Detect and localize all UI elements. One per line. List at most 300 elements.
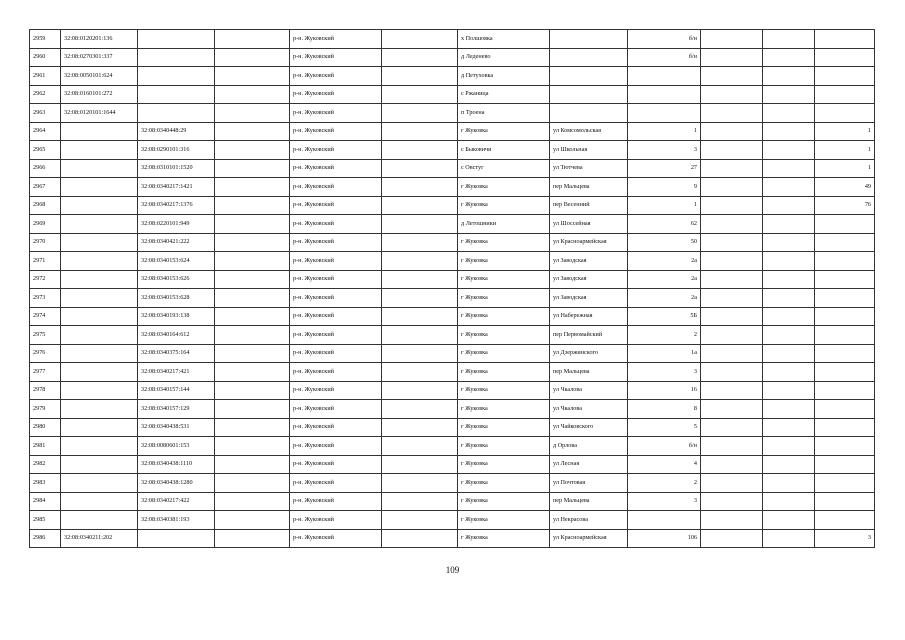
settlement-cell: г Жуковка [458, 178, 550, 197]
row-number-cell: 2979 [30, 400, 61, 419]
empty-cell [382, 400, 458, 419]
empty-cell [763, 30, 815, 49]
cadastral-number-2-cell: 32:08:0340157:144 [138, 381, 215, 400]
apartment-cell [815, 85, 875, 104]
cadastral-number-cell: 32:08:0050101:624 [61, 67, 138, 86]
empty-cell [701, 67, 763, 86]
cadastral-number-2-cell: 32:08:0340157:129 [138, 400, 215, 419]
empty-cell [701, 418, 763, 437]
street-cell: ул Красноармейская [550, 529, 628, 548]
cadastral-number-cell [61, 233, 138, 252]
table-row [30, 85, 875, 104]
empty-cell [763, 159, 815, 178]
apartment-cell: 1 [815, 122, 875, 141]
cadastral-number-cell [61, 270, 138, 289]
settlement-cell: г Жуковка [458, 400, 550, 419]
district-cell: р-н. Жуковский [290, 233, 382, 252]
house-number-cell: 106 [628, 529, 701, 548]
page-number: 109 [445, 565, 460, 575]
cadastral-number-2-cell: 32:08:0340193:138 [138, 307, 215, 326]
table-row [30, 233, 875, 252]
settlement-cell: г Жуковка [458, 326, 550, 345]
empty-cell [382, 326, 458, 345]
district-cell: р-н. Жуковский [290, 381, 382, 400]
district-cell: р-н. Жуковский [290, 326, 382, 345]
street-cell: д Орлова [550, 437, 628, 456]
empty-cell [382, 474, 458, 493]
cadastral-number-2-cell: 32:08:0290101:316 [138, 141, 215, 160]
cadastral-number-cell [61, 492, 138, 511]
district-cell: р-н. Жуковский [290, 511, 382, 530]
street-cell: пер Мальцева [550, 178, 628, 197]
street-cell: ул Школьная [550, 141, 628, 160]
district-cell: р-н. Жуковский [290, 48, 382, 67]
empty-cell [382, 455, 458, 474]
table-row [30, 418, 875, 437]
row-number-cell: 2978 [30, 381, 61, 400]
cadastral-number-2-cell: 32:08:0340217:421 [138, 363, 215, 382]
empty-cell [763, 48, 815, 67]
settlement-cell: х Полшовка [458, 30, 550, 49]
empty-cell [382, 85, 458, 104]
cadastral-number-cell [61, 381, 138, 400]
apartment-cell [815, 215, 875, 234]
house-number-cell: 1а [628, 344, 701, 363]
empty-cell [763, 252, 815, 271]
settlement-cell: г Жуковка [458, 344, 550, 363]
table-row [30, 492, 875, 511]
empty-cell [215, 178, 290, 197]
cadastral-number-cell [61, 437, 138, 456]
empty-cell [763, 492, 815, 511]
settlement-cell: г Жуковка [458, 270, 550, 289]
settlement-cell: с Быковичи [458, 141, 550, 160]
row-number-cell: 2960 [30, 48, 61, 67]
house-number-cell: 2а [628, 289, 701, 308]
table-row [30, 511, 875, 530]
street-cell: пер Мальцева [550, 363, 628, 382]
empty-cell [215, 48, 290, 67]
apartment-cell: 1 [815, 159, 875, 178]
empty-cell [215, 215, 290, 234]
empty-cell [382, 418, 458, 437]
empty-cell [701, 30, 763, 49]
empty-cell [701, 455, 763, 474]
row-number-cell: 2964 [30, 122, 61, 141]
cadastral-number-cell [61, 215, 138, 234]
cadastral-number-cell [61, 455, 138, 474]
district-cell: р-н. Жуковский [290, 307, 382, 326]
cadastral-number-cell [61, 178, 138, 197]
settlement-cell: г Жуковка [458, 363, 550, 382]
empty-cell [382, 178, 458, 197]
row-number-cell: 2976 [30, 344, 61, 363]
house-number-cell: 8 [628, 400, 701, 419]
cadastral-number-cell [61, 363, 138, 382]
apartment-cell [815, 455, 875, 474]
empty-cell [701, 178, 763, 197]
empty-cell [215, 492, 290, 511]
row-number-cell: 2967 [30, 178, 61, 197]
house-number-cell: б/н [628, 30, 701, 49]
cadastral-number-2-cell: 32:08:0340217:1421 [138, 178, 215, 197]
empty-cell [382, 196, 458, 215]
street-cell: ул Красноармейская [550, 233, 628, 252]
table-row [30, 159, 875, 178]
empty-cell [382, 252, 458, 271]
house-number-cell: 5 [628, 418, 701, 437]
empty-cell [701, 326, 763, 345]
settlement-cell: г Жуковка [458, 437, 550, 456]
empty-cell [382, 67, 458, 86]
cadastral-number-2-cell: 32:08:0340217:422 [138, 492, 215, 511]
row-number-cell: 2974 [30, 307, 61, 326]
cadastral-number-2-cell [138, 48, 215, 67]
empty-cell [382, 159, 458, 178]
cadastral-number-cell [61, 289, 138, 308]
district-cell: р-н. Жуковский [290, 492, 382, 511]
cadastral-number-2-cell [138, 529, 215, 548]
row-number-cell: 2970 [30, 233, 61, 252]
district-cell: р-н. Жуковский [290, 252, 382, 271]
settlement-cell: г Жуковка [458, 252, 550, 271]
cadastral-number-cell [61, 252, 138, 271]
empty-cell [382, 307, 458, 326]
empty-cell [215, 252, 290, 271]
empty-cell [215, 511, 290, 530]
street-cell [550, 85, 628, 104]
empty-cell [382, 233, 458, 252]
table-row [30, 474, 875, 493]
district-cell: р-н. Жуковский [290, 67, 382, 86]
house-number-cell: 50 [628, 233, 701, 252]
empty-cell [763, 400, 815, 419]
district-cell: р-н. Жуковский [290, 418, 382, 437]
cadastral-number-2-cell: 32:08:0340438:531 [138, 418, 215, 437]
empty-cell [701, 400, 763, 419]
cadastral-number-2-cell: 32:08:0340153:624 [138, 252, 215, 271]
empty-cell [763, 455, 815, 474]
empty-cell [763, 233, 815, 252]
cadastral-number-cell [61, 307, 138, 326]
district-cell: р-н. Жуковский [290, 529, 382, 548]
empty-cell [701, 363, 763, 382]
cadastral-number-cell [61, 196, 138, 215]
table-row [30, 363, 875, 382]
district-cell: р-н. Жуковский [290, 289, 382, 308]
cadastral-number-2-cell: 32:08:0080601:153 [138, 437, 215, 456]
apartment-cell [815, 270, 875, 289]
empty-cell [763, 104, 815, 123]
row-number-cell: 2972 [30, 270, 61, 289]
settlement-cell: г Жуковка [458, 289, 550, 308]
apartment-cell: 3 [815, 529, 875, 548]
apartment-cell: 76 [815, 196, 875, 215]
apartment-cell [815, 418, 875, 437]
table-row [30, 289, 875, 308]
district-cell: р-н. Жуковский [290, 196, 382, 215]
district-cell: р-н. Жуковский [290, 122, 382, 141]
street-cell: ул Дзержинского [550, 344, 628, 363]
empty-cell [215, 381, 290, 400]
apartment-cell [815, 289, 875, 308]
empty-cell [701, 215, 763, 234]
empty-cell [763, 215, 815, 234]
row-number-cell: 2971 [30, 252, 61, 271]
apartment-cell [815, 344, 875, 363]
empty-cell [215, 418, 290, 437]
row-number-cell: 2980 [30, 418, 61, 437]
street-cell: ул Некрасова [550, 511, 628, 530]
empty-cell [763, 474, 815, 493]
empty-cell [215, 122, 290, 141]
settlement-cell: г Жуковка [458, 455, 550, 474]
empty-cell [701, 233, 763, 252]
empty-cell [763, 196, 815, 215]
empty-cell [763, 85, 815, 104]
row-number-cell: 2965 [30, 141, 61, 160]
row-number-cell: 2985 [30, 511, 61, 530]
house-number-cell: 1 [628, 122, 701, 141]
cadastral-number-2-cell: 32:08:0340448:29 [138, 122, 215, 141]
house-number-cell [628, 511, 701, 530]
empty-cell [382, 104, 458, 123]
house-number-cell: 2а [628, 270, 701, 289]
house-number-cell [628, 104, 701, 123]
registry-table-body [30, 30, 875, 548]
empty-cell [215, 104, 290, 123]
house-number-cell: 2 [628, 326, 701, 345]
settlement-cell: г Жуковка [458, 529, 550, 548]
apartment-cell: 1 [815, 141, 875, 160]
district-cell: р-н. Жуковский [290, 363, 382, 382]
cadastral-number-2-cell: 32:08:0340375:164 [138, 344, 215, 363]
table-row [30, 307, 875, 326]
empty-cell [215, 326, 290, 345]
house-number-cell: 27 [628, 159, 701, 178]
row-number-cell: 2984 [30, 492, 61, 511]
table-row [30, 529, 875, 548]
cadastral-number-2-cell: 32:08:0340217:1376 [138, 196, 215, 215]
cadastral-number-cell [61, 141, 138, 160]
table-row [30, 215, 875, 234]
apartment-cell [815, 67, 875, 86]
empty-cell [215, 307, 290, 326]
empty-cell [215, 289, 290, 308]
settlement-cell: п Троена [458, 104, 550, 123]
apartment-cell [815, 511, 875, 530]
district-cell: р-н. Жуковский [290, 270, 382, 289]
cadastral-number-2-cell [138, 104, 215, 123]
district-cell: р-н. Жуковский [290, 178, 382, 197]
street-cell: пер Весенний [550, 196, 628, 215]
settlement-cell: г Жуковка [458, 474, 550, 493]
apartment-cell [815, 104, 875, 123]
district-cell: р-н. Жуковский [290, 85, 382, 104]
empty-cell [382, 270, 458, 289]
district-cell: р-н. Жуковский [290, 437, 382, 456]
apartment-cell [815, 252, 875, 271]
cadastral-number-2-cell: 32:08:0340438:1110 [138, 455, 215, 474]
empty-cell [701, 529, 763, 548]
empty-cell [215, 159, 290, 178]
empty-cell [701, 252, 763, 271]
house-number-cell: 1 [628, 196, 701, 215]
street-cell: ул Заводская [550, 270, 628, 289]
empty-cell [215, 30, 290, 49]
row-number-cell: 2969 [30, 215, 61, 234]
settlement-cell: г Жуковка [458, 511, 550, 530]
house-number-cell: 9 [628, 178, 701, 197]
row-number-cell: 2962 [30, 85, 61, 104]
street-cell: ул Чайковского [550, 418, 628, 437]
empty-cell [382, 141, 458, 160]
settlement-cell: г Жуковка [458, 381, 550, 400]
empty-cell [215, 474, 290, 493]
empty-cell [701, 48, 763, 67]
settlement-cell: г Жуковка [458, 418, 550, 437]
empty-cell [763, 381, 815, 400]
empty-cell [382, 381, 458, 400]
apartment-cell [815, 233, 875, 252]
settlement-cell: д Петуховка [458, 67, 550, 86]
cadastral-number-2-cell [138, 30, 215, 49]
table-row [30, 270, 875, 289]
empty-cell [763, 344, 815, 363]
street-cell: ул Комсомольская [550, 122, 628, 141]
district-cell: р-н. Жуковский [290, 400, 382, 419]
table-row [30, 326, 875, 345]
empty-cell [763, 122, 815, 141]
street-cell: ул Тютчева [550, 159, 628, 178]
settlement-cell: г Жуковка [458, 196, 550, 215]
apartment-cell [815, 307, 875, 326]
empty-cell [763, 418, 815, 437]
house-number-cell: 4 [628, 455, 701, 474]
settlement-cell: г Жуковка [458, 122, 550, 141]
empty-cell [382, 363, 458, 382]
empty-cell [763, 529, 815, 548]
cadastral-number-cell [61, 344, 138, 363]
apartment-cell [815, 437, 875, 456]
cadastral-number-2-cell: 32:08:0340153:626 [138, 270, 215, 289]
empty-cell [215, 529, 290, 548]
empty-cell [701, 122, 763, 141]
empty-cell [763, 67, 815, 86]
table-row [30, 48, 875, 67]
table-row [30, 400, 875, 419]
cadastral-number-2-cell: 32:08:0310101:1520 [138, 159, 215, 178]
street-cell: ул Лесная [550, 455, 628, 474]
street-cell: ул Чкалова [550, 381, 628, 400]
empty-cell [763, 307, 815, 326]
settlement-cell: д Летошники [458, 215, 550, 234]
empty-cell [763, 178, 815, 197]
row-number-cell: 2959 [30, 30, 61, 49]
empty-cell [701, 344, 763, 363]
empty-cell [215, 363, 290, 382]
empty-cell [382, 344, 458, 363]
empty-cell [215, 344, 290, 363]
empty-cell [382, 30, 458, 49]
empty-cell [382, 529, 458, 548]
table-row [30, 141, 875, 160]
row-number-cell: 2966 [30, 159, 61, 178]
cadastral-number-cell: 32:08:0120201:136 [61, 30, 138, 49]
row-number-cell: 2973 [30, 289, 61, 308]
empty-cell [382, 492, 458, 511]
apartment-cell [815, 326, 875, 345]
district-cell: р-н. Жуковский [290, 159, 382, 178]
street-cell [550, 104, 628, 123]
table-row [30, 122, 875, 141]
empty-cell [763, 141, 815, 160]
empty-cell [382, 122, 458, 141]
empty-cell [215, 270, 290, 289]
settlement-cell: д Леденево [458, 48, 550, 67]
empty-cell [701, 381, 763, 400]
table-row [30, 455, 875, 474]
district-cell: р-н. Жуковский [290, 474, 382, 493]
cadastral-number-2-cell [138, 67, 215, 86]
row-number-cell: 2983 [30, 474, 61, 493]
apartment-cell: 49 [815, 178, 875, 197]
cadastral-number-cell [61, 511, 138, 530]
house-number-cell: 2а [628, 252, 701, 271]
table-row [30, 67, 875, 86]
house-number-cell: 3 [628, 141, 701, 160]
empty-cell [701, 474, 763, 493]
settlement-cell: с Ржаница [458, 85, 550, 104]
row-number-cell: 2986 [30, 529, 61, 548]
district-cell: р-н. Жуковский [290, 30, 382, 49]
table-row [30, 437, 875, 456]
cadastral-number-cell [61, 159, 138, 178]
street-cell: ул Чкалова [550, 400, 628, 419]
house-number-cell: 3 [628, 492, 701, 511]
house-number-cell: 16 [628, 381, 701, 400]
table-row [30, 344, 875, 363]
house-number-cell: 2 [628, 474, 701, 493]
empty-cell [382, 215, 458, 234]
empty-cell [701, 437, 763, 456]
apartment-cell [815, 492, 875, 511]
row-number-cell: 2961 [30, 67, 61, 86]
house-number-cell: 5Б [628, 307, 701, 326]
apartment-cell [815, 474, 875, 493]
apartment-cell [815, 363, 875, 382]
empty-cell [701, 289, 763, 308]
street-cell [550, 67, 628, 86]
district-cell: р-н. Жуковский [290, 344, 382, 363]
empty-cell [215, 85, 290, 104]
cadastral-number-cell [61, 122, 138, 141]
apartment-cell [815, 400, 875, 419]
empty-cell [701, 270, 763, 289]
empty-cell [215, 437, 290, 456]
empty-cell [763, 326, 815, 345]
empty-cell [701, 85, 763, 104]
cadastral-number-cell: 32:08:0270301:337 [61, 48, 138, 67]
empty-cell [382, 511, 458, 530]
cadastral-number-cell [61, 418, 138, 437]
cadastral-number-cell [61, 400, 138, 419]
empty-cell [763, 363, 815, 382]
empty-cell [215, 67, 290, 86]
apartment-cell [815, 30, 875, 49]
empty-cell [215, 400, 290, 419]
table-row [30, 381, 875, 400]
